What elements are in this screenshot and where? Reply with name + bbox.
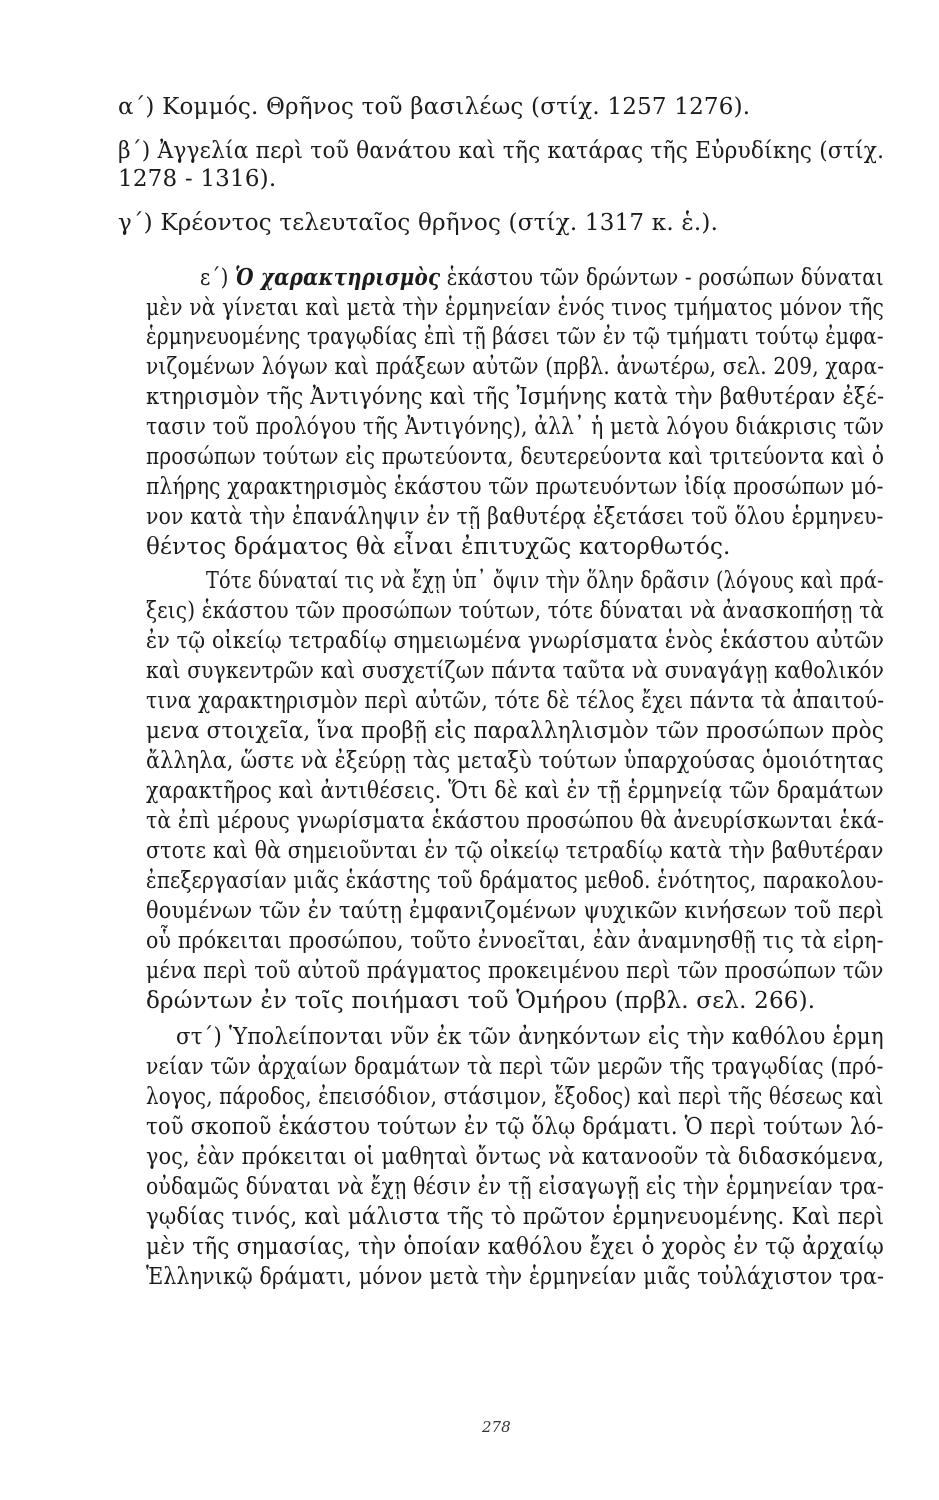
text-line: ξεις) ἑκάστου τῶν προσώπων τούτων, τότε δύναται νὰ ἀνασκοπήσῃ τὰ: [146, 598, 885, 624]
text-line: ἐπεξεργασίαν μιᾶς ἑκάστης τοῦ δράματος μεθοδ. ἑνότητος, παρακολου-: [146, 868, 884, 894]
text-line: τὰ ἐπὶ μέρους γνωρίσματα ἑκάστου προσώπου θὰ ἀνευρίσκωνται ἑκά-: [146, 808, 885, 834]
text-line: νιζομένων λόγων καὶ πράξεων αὐτῶν (πρβλ. ἀνωτέρω, σελ. 209, χαρα-: [146, 354, 885, 380]
text-line: νείαν τῶν ἀρχαίων δραμάτων τὰ περὶ τῶν μερῶν τῆς τραγῳδίας (πρό-: [146, 1054, 884, 1080]
section-marker: ε΄): [200, 265, 236, 291]
text-line: τοῦ σκοποῦ ἑκάστου τούτων ἐν τῷ ὅλῳ δράματι. Ὁ περὶ τούτων λό-: [146, 1114, 884, 1140]
text-line: οὐδαμῶς δύναται νὰ ἔχῃ θέσιν ἐν τῇ εἰσαγωγῇ εἰς τὴν ἑρμηνείαν τρα-: [146, 1174, 884, 1200]
line-rest: ἑκάστου τῶν δρώντων - ροσώπων δύναται: [446, 265, 884, 291]
text-line: μὲν νὰ γίνεται καὶ μετὰ τὴν ἑρμηνείαν ἑνός τινος τμήματος μόνον τῆς: [146, 295, 884, 321]
text-line: ἑρμηνευομένης τραγῳδίας ἐπὶ τῇ βάσει τῶν ἐν τῷ τμήματι τούτῳ ἐμφα-: [146, 324, 884, 350]
text-line: Ἑλληνικῷ δράματι, μόνον μετὰ τὴν ἑρμηνείαν μιᾶς τοὐλάχιστον τρα-: [146, 1264, 885, 1290]
page-number: 278: [482, 1418, 511, 1436]
text-line: θουμένων τῶν ἐν ταύτῃ ἐμφανιζομένων ψυχικῶν κινήσεων τοῦ περὶ: [146, 898, 885, 924]
text-line: Τότε δύναταί τις νὰ ἔχῃ ὑπ᾿ ὄψιν τὴν ὅλην δρᾶσιν (λόγους καὶ πρά-: [206, 568, 884, 594]
text-line: χαρακτῆρος καὶ ἀντιθέσεις. Ὅτι δὲ καὶ ἐν τῇ ἑρμηνείᾳ τῶν δραμάτων: [146, 778, 884, 804]
text-line: λογος, πάροδος, ἐπεισόδιον, στάσιμον, ἔξοδος) καὶ περὶ τῆς θέσεως καὶ: [146, 1084, 884, 1110]
emphasis-term: Ὁ χαρακτηρισμὸς: [235, 264, 441, 291]
text-line: μὲν τῆς σημασίας, τὴν ὁποίαν καθόλου ἔχει ὁ χορὸς ἐν τῷ ἀρχαίῳ: [146, 1234, 884, 1260]
text-line: πλήρης χαρακτηρισμὸς ἑκάστου τῶν πρωτευόντων ἰδίᾳ προσώπων μό-: [146, 474, 884, 500]
text-line: γ΄) Κρέοντος τελευταῖος θρῆνος (στίχ. 1317 κ. ἑ.).: [118, 210, 719, 236]
text-line: νον κατὰ τὴν ἐπανάληψιν ἐν τῇ βαθυτέρᾳ ἐξετάσει τοῦ ὅλου ἑρμηνευ-: [146, 504, 884, 530]
text-line: τινα χαρακτηρισμὸν περὶ αὐτῶν, τότε δὲ τέλος ἔχει πάντα τὰ ἀπαιτού-: [146, 688, 885, 714]
text-line: μενα στοιχεῖα, ἵνα προβῇ εἰς παραλληλισμὸν τῶν προσώπων πρὸς: [146, 718, 885, 744]
text-line: γος, ἐὰν πρόκειται οἱ μαθηταὶ ὄντως νὰ κατανοοῦν τὰ διδασκόμενα,: [146, 1144, 885, 1170]
text-line: καὶ συγκεντρῶν καὶ συσχετίζων πάντα ταῦτα νὰ συναγάγῃ καθολικόν: [146, 658, 885, 684]
text-line: γῳδίας τινός, καὶ μάλιστα τῆς τὸ πρῶτον ἑρμηνευομένης. Καὶ περὶ: [146, 1204, 885, 1230]
text-line: στοτε καὶ θὰ σημειοῦνται ἐν τῷ οἰκείῳ τετραδίῳ κατὰ τὴν βαθυτέραν: [146, 838, 884, 864]
text-line: 1278 - 1316).: [118, 166, 277, 192]
text-line: δρώντων ἐν τοῖς ποιήμασι τοῦ Ὁμήρου (πρβλ. σελ. 266).: [146, 988, 816, 1014]
text-line: θέντος δράματος θὰ εἶναι ἐπιτυχῶς κατορθωτός.: [146, 534, 731, 560]
text-line: β΄) Ἀγγελία περὶ τοῦ θανάτου καὶ τῆς κατάρας τῆς Εὐρυδίκης (στίχ.: [118, 138, 885, 164]
text-line: μένα περὶ τοῦ αὐτοῦ πράγματος προκειμένου περὶ τῶν προσώπων τῶν: [146, 958, 884, 984]
text-line: στ΄) Ὑπολείπονται νῦν ἐκ τῶν ἀνηκόντων εἰς τὴν καθόλου ἑρμη: [176, 1024, 884, 1050]
text-line: κτηρισμὸν τῆς Ἀντιγόνης καὶ τῆς Ἰσμήνης κατὰ τὴν βαθυτέραν ἐξέ-: [146, 384, 885, 410]
text-line: [200, 263, 884, 293]
text-line: οὗ πρόκειται προσώπου, τοῦτο ἐννοεῖται, ἐὰν ἀναμνησθῇ τις τὰ εἰρη-: [146, 928, 884, 954]
text-line: προσώπων τούτων εἰς πρωτεύοντα, δευτερεύοντα καὶ τριτεύοντα καὶ ὁ: [146, 444, 885, 470]
text-line: α΄) Κομμός. Θρῆνος τοῦ βασιλέως (στίχ. 1257 1276).: [118, 94, 751, 120]
text-line: ἐν τῷ οἰκείῳ τετραδίῳ σημειωμένα γνωρίσματα ἑνὸς ἑκάστου αὐτῶν: [146, 628, 885, 654]
text-line: τασιν τοῦ προλόγου τῆς Ἀντιγόνης), ἀλλ᾿ ἡ μετὰ λόγου διάκρισις τῶν: [146, 414, 885, 440]
text-line: ἄλληλα, ὥστε νὰ ἐξεύρῃ τὰς μεταξὺ τούτων ὑπαρχούσας ὁμοιότητας: [146, 748, 884, 774]
